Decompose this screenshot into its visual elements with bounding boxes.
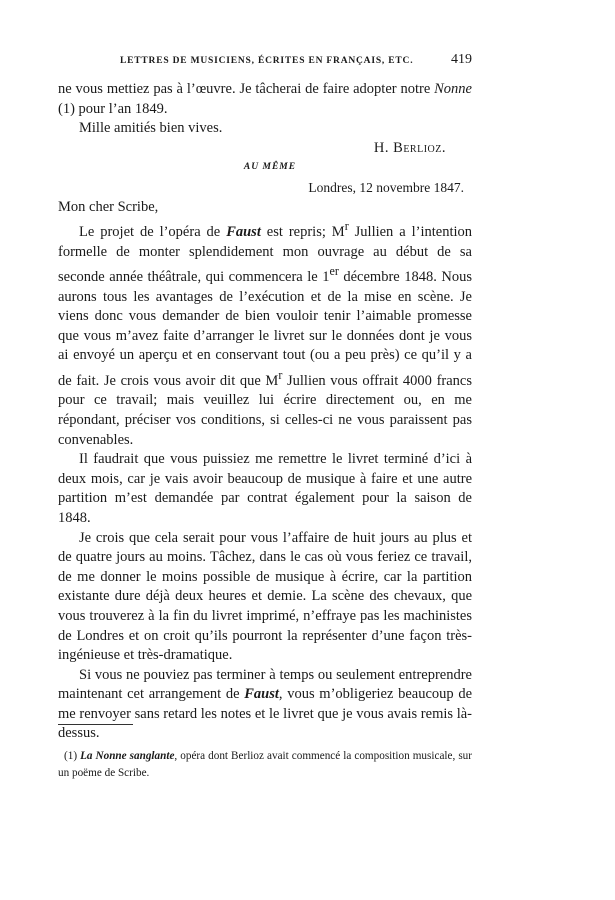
page-header <box>120 52 472 68</box>
signature: H. Berlioz. <box>373 139 446 156</box>
paragraph-4: Si vous ne pouviez pas terminer à temps ou seulement entreprendre maintenant cet arrangement de Faust, vous m’obligeriez beaucoup de me renvoyer sans retard les notes et le livret que je vous avais remis là-dessus. <box>58 666 473 742</box>
faust-title: Faust <box>226 223 261 240</box>
page-body <box>58 80 472 744</box>
footnote-divider <box>58 724 133 725</box>
paragraph-2: Il faudrait que vous puissiez me remettre le livret terminé d’ici à deux mois, car je vais avoir beaucoup de musique à faire et une autre partition m’est demandée par contrat également pour la saison de 1848. <box>58 451 472 526</box>
prev-letter-closing: Mille amitiés bien vives. <box>79 120 223 137</box>
letter-date: Londres, 12 novembre 1847. <box>308 179 464 195</box>
running-title: LETTRES DE MUSICIENS, ÉCRITES EN FRANÇAIS, ETC. <box>120 56 414 66</box>
prev-letter-ending: ne vous mettiez pas à l’œuvre. Je tâcherai de faire adopter notre Nonne (1) pour l’an 1849. <box>58 81 472 117</box>
nonne-title: Nonne <box>434 81 472 97</box>
faust-title: Faust <box>244 686 279 703</box>
paragraph-3: Je crois que cela serait pour vous l’affaire de huit jours au plus et de quatre jours au moins. Tâchez, dans le cas où vous feriez ce travail, de me donner le moins possible de musique à écrire, car la partition existante dure déjà deux heures et demie. La scène des chevaux, que vous trouverez à la fin du livret imprimé, n’effraye pas les machinistes de Londres et on croit qu’ils pourront la représenter d’une façon très-ingénieuse et très-dramatique. <box>58 529 472 664</box>
footnote: (1) La Nonne sanglante, opéra dont Berlioz avait commencé la composition musicale, sur un poëme de Scribe. <box>58 750 472 780</box>
letter-greeting: Mon cher Scribe, <box>58 198 159 215</box>
page-number: 419 <box>451 52 472 67</box>
letter-heading: AU MÊME <box>243 162 297 173</box>
paragraph-1: Le projet de l’opéra de Faust est repris; $M^r$ Jullien a l’intention formelle de monter splendidement mon ouvrage au début de sa seconde année théâtrale, qui commencera le 1er décembre 1848. Nous aurons tous les avantages de l’exécution et de la mise en scène. Je viens donc vous demander de bien vouloir tenir l’aimable promesse que vous m’avez faite d’arranger le livret sur le données dont je vous ai envoyé un aperçu et en conservant tout (ou a peu près) ce qu’il y a de fait. Je crois vous avoir dit que $M^r$ Jullien vous offrait 4000 francs pour ce travail; mais veuillez lui écrire directement ou, en me répondant, préciser vos conditions, si celles-ci ne vous paraissent pas convenables. <box>58 219 473 448</box>
footnote-title: La Nonne sanglante <box>80 750 175 763</box>
